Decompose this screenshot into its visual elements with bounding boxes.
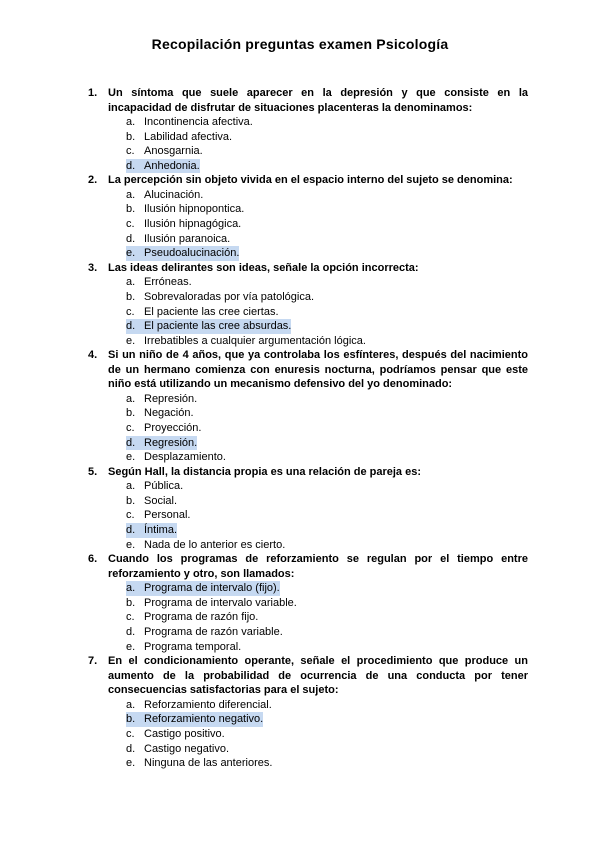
option-letter: c.	[126, 727, 135, 740]
answer-option	[126, 450, 528, 465]
answer-option-highlighted	[126, 319, 528, 334]
answer-option	[126, 334, 528, 349]
option-text: Castigo positivo.	[144, 727, 225, 740]
answer-options	[88, 581, 528, 654]
answer-option	[126, 275, 528, 290]
option-letter: e.	[126, 538, 136, 551]
option-text: Nada de lo anterior es cierto.	[144, 538, 286, 551]
answer-options	[88, 698, 528, 771]
option-letter: a.	[126, 116, 136, 128]
answer-option	[126, 305, 528, 320]
question-item	[88, 348, 528, 464]
answer-option	[126, 392, 528, 407]
question-number: 5.	[88, 465, 98, 478]
option-letter: e.	[126, 757, 136, 770]
option-letter: b.	[126, 596, 136, 609]
question-item	[88, 654, 528, 770]
option-letter: e.	[126, 451, 136, 464]
option-letter: b.	[126, 712, 144, 727]
question-text: Cuando los programas de reforzamiento se regulan por el tiempo entre reforzamiento y otro, son llamados:	[108, 553, 528, 580]
option-letter: a.	[126, 698, 136, 711]
option-letter: a.	[126, 188, 136, 201]
option-letter: b.	[126, 407, 136, 420]
option-letter: c.	[126, 218, 135, 231]
option-letter: e.	[126, 640, 136, 653]
option-letter: a.	[126, 480, 136, 493]
option-letter: c.	[126, 305, 135, 318]
option-text: Programa temporal.	[144, 640, 242, 653]
question-text: La percepción sin objeto vivida en el espacio interno del sujeto se denomina:	[108, 174, 513, 187]
option-text: Ilusión hipnopontica.	[144, 203, 245, 216]
answer-option	[126, 290, 528, 305]
question-item	[88, 465, 528, 552]
question-text: Las ideas delirantes son ideas, señale la opción incorrecta:	[108, 261, 419, 274]
answer-option	[126, 640, 528, 655]
option-text: Pseudoalucinación.	[144, 247, 240, 260]
option-text: Proyección.	[144, 422, 202, 434]
option-letter: d.	[126, 523, 144, 538]
option-text: Castigo negativo.	[144, 742, 229, 755]
question-number: 2.	[88, 174, 98, 187]
option-text: Labilidad afectiva.	[144, 130, 233, 143]
question-number: 6.	[88, 553, 98, 566]
option-letter: e.	[126, 334, 136, 347]
option-text: Ilusión paranoica.	[144, 232, 231, 245]
answer-option	[126, 698, 528, 713]
option-letter: b.	[126, 290, 136, 303]
answer-option	[126, 144, 528, 159]
answer-option	[126, 610, 528, 625]
answer-option	[126, 596, 528, 611]
answer-option	[126, 742, 528, 757]
option-letter: b.	[126, 203, 136, 216]
answer-options	[88, 188, 528, 261]
answer-option	[126, 217, 528, 232]
answer-option	[126, 202, 528, 217]
answer-options	[88, 392, 528, 465]
answer-options	[88, 479, 528, 552]
option-letter: a.	[126, 392, 136, 405]
option-text: Ilusión hipnagógica.	[144, 218, 242, 231]
document-title: Recopilación preguntas examen Psicología	[151, 36, 449, 52]
answer-option-highlighted	[126, 159, 528, 174]
option-text: Programa de intervalo (fijo).	[144, 582, 280, 595]
answer-option	[126, 406, 528, 421]
answer-option	[126, 188, 528, 203]
answer-option-highlighted	[126, 712, 528, 727]
question-number: 1.	[88, 87, 98, 99]
option-text: Programa de razón variable.	[144, 626, 283, 639]
option-text: Represión.	[144, 392, 198, 405]
option-text: Erróneas.	[144, 276, 192, 289]
option-text: Negación.	[144, 407, 194, 420]
option-text: Personal.	[144, 509, 191, 522]
answer-option-highlighted	[126, 581, 528, 596]
answer-option	[126, 538, 528, 553]
question-item	[88, 261, 528, 348]
option-letter: d.	[126, 232, 136, 245]
option-text: Desplazamiento.	[144, 451, 226, 464]
answer-option-highlighted	[126, 246, 528, 261]
option-text: Sobrevaloradas por vía patológica.	[144, 290, 314, 303]
option-text: Anosgarnia.	[144, 145, 203, 158]
option-letter: a.	[126, 581, 144, 596]
option-letter: c.	[126, 509, 135, 522]
option-letter: d.	[126, 742, 136, 755]
option-text: Pública.	[144, 480, 184, 493]
option-text: Reforzamiento diferencial.	[144, 698, 272, 711]
option-letter: c.	[126, 611, 135, 624]
answer-options	[88, 275, 528, 348]
option-text: Regresión.	[144, 436, 198, 449]
option-text: Programa de intervalo variable.	[144, 596, 297, 609]
question-text: En el condicionamiento operante, señale el procedimiento que produce un aumento de la probabilidad de ocurrencia de una conducta por tener consecuencias satisfactorias para el sujeto:	[108, 655, 528, 697]
option-letter: c.	[126, 145, 135, 158]
question-number: 3.	[88, 261, 98, 274]
answer-option	[126, 494, 528, 509]
question-item	[88, 552, 528, 654]
option-letter: a.	[126, 276, 136, 289]
option-letter: d.	[126, 159, 144, 174]
option-letter: d.	[126, 626, 136, 639]
question-item	[88, 173, 528, 260]
question-number: 4.	[88, 349, 98, 362]
answer-option	[126, 130, 528, 145]
option-text: El paciente las cree ciertas.	[144, 305, 279, 318]
answer-option	[126, 232, 528, 247]
answer-options	[88, 115, 528, 173]
answer-option	[126, 625, 528, 640]
question-text: Un síntoma que suele aparecer en la depresión y que consiste en la incapacidad de disfrutar de situaciones placenteras la denominamos:	[108, 87, 528, 114]
option-letter: c.	[126, 422, 135, 434]
option-text: Irrebatibles a cualquier argumentación lógica.	[144, 334, 366, 347]
question-number: 7.	[88, 655, 98, 668]
answer-option-highlighted	[126, 523, 528, 538]
question-item	[88, 86, 528, 173]
option-text: Incontinencia afectiva.	[144, 116, 253, 128]
answer-option	[126, 756, 528, 771]
answer-option	[126, 508, 528, 523]
answer-option	[126, 479, 528, 494]
question-text: Si un niño de 4 años, que ya controlaba los esfínteres, después del nacimiento de un hermano comienza con enuresis nocturna, podríamos pensar que este niño está utilizando un mecanismo defensivo del yo denominado:	[108, 349, 528, 391]
option-letter: b.	[126, 130, 136, 143]
option-letter: d.	[126, 436, 144, 451]
option-text: Reforzamiento negativo.	[144, 713, 264, 726]
answer-option-highlighted	[126, 436, 528, 451]
option-letter: b.	[126, 494, 136, 507]
option-text: Anhedonia.	[144, 159, 200, 172]
answer-option	[126, 115, 528, 130]
option-letter: e.	[126, 246, 144, 261]
option-letter: d.	[126, 319, 144, 334]
question-text: Según Hall, la distancia propia es una relación de pareja es:	[108, 465, 421, 478]
option-text: Social.	[144, 494, 178, 507]
question-list	[88, 86, 528, 771]
option-text: El paciente las cree absurdas.	[144, 320, 292, 333]
answer-option	[126, 727, 528, 742]
option-text: Programa de razón fijo.	[144, 611, 259, 624]
option-text: Ninguna de las anteriores.	[144, 757, 273, 770]
option-text: Íntima.	[144, 524, 178, 537]
answer-option	[126, 421, 528, 436]
option-text: Alucinación.	[144, 188, 204, 201]
